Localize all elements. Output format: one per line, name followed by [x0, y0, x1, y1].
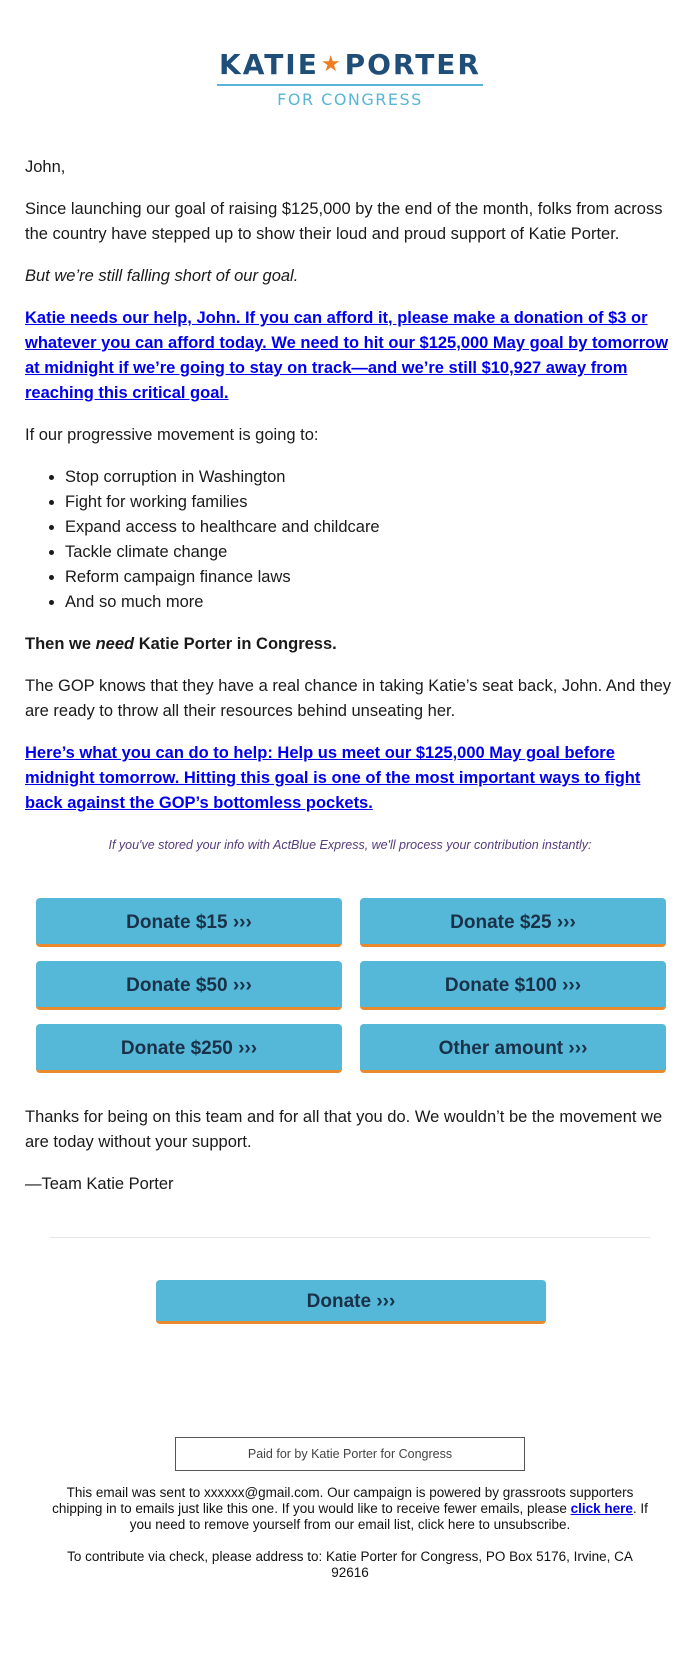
list-item: • Tackle climate change: [65, 540, 675, 565]
donate-50-button[interactable]: Donate $50 ›››: [36, 961, 342, 1010]
donation-ask-paragraph: [25, 306, 675, 406]
list-item: • Expand access to healthcare and childcare: [65, 515, 675, 540]
need-text-emphasis: need: [95, 635, 135, 653]
logo-wordmark: [217, 48, 483, 86]
signature: —Team Katie Porter: [25, 1175, 174, 1193]
help-paragraph: [25, 741, 675, 816]
divider: [50, 1237, 650, 1238]
donation-ask-link[interactable]: Katie needs our help, John. If you can afford it, please make a donation of $3 or whatever you can afford today. We need to hit our $125,000 May goal by tomorrow at midnight if we’re going to stay on track—and we’re still $10,927 away from reaching this critical goal.: [25, 309, 669, 402]
list-item: • And so much more: [65, 590, 675, 615]
need-katie-paragraph: [25, 632, 675, 657]
help-link[interactable]: Here’s what you can do to help: Help us meet our $125,000 May goal before midnight tomorrow. Hitting this goal is one of the most important ways to fight back against the GOP’s bottomless pockets.: [25, 744, 641, 812]
list-item: • Stop corruption in Washington: [65, 465, 675, 490]
donate-25-button[interactable]: Donate $25 ›››: [360, 898, 666, 947]
donate-15-button[interactable]: Donate $15 ›››: [36, 898, 342, 947]
paid-for-disclaimer: Paid for by Katie Porter for Congress: [175, 1437, 525, 1471]
need-text-b: Katie Porter in Congress.: [134, 635, 337, 653]
gop-paragraph: The GOP knows that they have a real chance in taking Katie’s seat back, John. And they are ready to throw all their resources behind unseating her.: [25, 677, 672, 720]
greeting: John,: [25, 158, 66, 176]
closing-section: [25, 1105, 675, 1214]
list-item: • Fight for working families: [65, 490, 675, 515]
actblue-note: If you've stored your info with ActBlue Express, we'll process your contribution instantly:: [108, 838, 592, 852]
footer-address: To contribute via check, please address to: Katie Porter for Congress, PO Box 5176, Irvine, CA 92616: [67, 1549, 633, 1580]
footer-sent-notice: [50, 1485, 650, 1533]
other-amount-button[interactable]: Other amount ›››: [360, 1024, 666, 1073]
footer-sent-text-a: This email was sent to xxxxxx@gmail.com. Our campaign is powered by grassroots supporters chipping in to emails just like this one. If you would like to receive fewer emails, please: [52, 1485, 634, 1516]
movement-intro: If our progressive movement is going to:: [25, 426, 319, 444]
need-text-a: Then we: [25, 635, 96, 653]
goals-list: [25, 465, 675, 615]
donate-250-button[interactable]: Donate $250 ›››: [36, 1024, 342, 1073]
list-item: • Reform campaign finance laws: [65, 565, 675, 590]
intro-paragraph: Since launching our goal of raising $125,000 by the end of the month, folks from across the country have stepped up to show their loud and proud support of Katie Porter.: [25, 200, 663, 243]
shortfall-text: But we’re still falling short of our goal.: [25, 267, 299, 285]
logo-last-name: PORTER: [344, 48, 481, 81]
email-body: [25, 155, 675, 875]
campaign-logo: [0, 0, 700, 109]
thanks-paragraph: Thanks for being on this team and for all that you do. We wouldn’t be the movement we are today without your support.: [25, 1108, 663, 1151]
donate-100-button[interactable]: Donate $100 ›››: [360, 961, 666, 1010]
email-footer: [50, 1485, 650, 1597]
donate-button[interactable]: Donate ›››: [156, 1280, 546, 1324]
logo-subtitle: FOR CONGRESS: [277, 90, 423, 109]
star-icon: ★: [320, 52, 343, 77]
fewer-emails-link[interactable]: click here: [570, 1501, 633, 1516]
shortfall-paragraph: [25, 264, 675, 289]
footer-sent-text-b: . If you need to remove yourself from our email list, click here to unsubscribe.: [129, 1501, 648, 1532]
logo-first-name: KATIE: [219, 48, 319, 81]
